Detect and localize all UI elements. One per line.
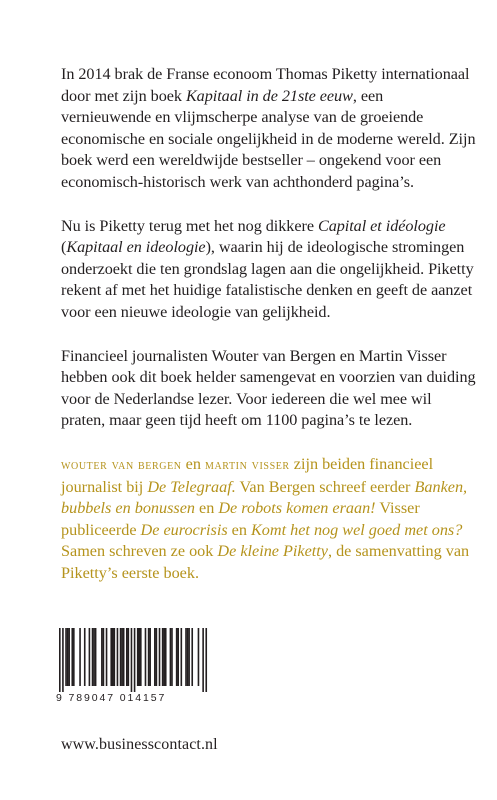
barcode-bar xyxy=(79,628,81,686)
barcode-bar xyxy=(93,628,95,686)
barcode-bar xyxy=(68,628,70,686)
barcode-bar xyxy=(114,628,116,686)
intro-text-a: In 2014 brak de Franse econoom Thomas Piketty internationaal door met zijn boek xyxy=(61,65,470,105)
barcode-bar xyxy=(103,628,105,686)
barcode-bar xyxy=(131,628,133,692)
barcode-bar xyxy=(163,628,165,686)
bio-text-a: zijn beiden financieel journalist bij xyxy=(61,454,434,496)
barcode-bars xyxy=(58,628,208,692)
barcode-bar xyxy=(198,628,200,686)
barcode-bar xyxy=(187,628,189,686)
book-title-kapitaal-ideologie: Kapitaal en ideologie xyxy=(66,238,206,257)
barcode-bar xyxy=(156,628,158,686)
bio-book-3: De eurocrisis xyxy=(140,520,228,539)
barcode-bar xyxy=(117,628,119,686)
barcode-bar xyxy=(171,628,173,686)
author-name-wouter: wouter van bergen xyxy=(61,456,182,473)
barcode-bar xyxy=(128,628,130,686)
barcode-bar xyxy=(137,628,139,686)
barcode-bar xyxy=(121,628,123,686)
barcode-bar xyxy=(123,628,125,686)
barcode-bar xyxy=(110,628,112,686)
barcode-bar xyxy=(185,628,187,686)
barcode-bar xyxy=(159,628,161,686)
barcode-bar xyxy=(145,628,147,686)
barcode-bar xyxy=(202,628,204,692)
barcode-bar xyxy=(165,628,167,686)
barcode-bar xyxy=(177,628,179,686)
barcode-bar xyxy=(112,628,114,686)
bio-book-5: De kleine Piketty xyxy=(217,542,328,561)
intro-text-b: , een vernieuwende en vlijmscherpe analyse van de groeiende economische en sociale ongelijkheid in de moderne wereld. Zijn boek werd een wereldwijde bestseller – ongekend voor een economisch-historisch werk van achthonderd pagina’s. xyxy=(61,86,476,191)
barcode-bar xyxy=(84,628,86,686)
barcode-bar xyxy=(73,628,75,686)
newspaper-title: De Telegraaf. xyxy=(147,477,236,496)
barcode-bar xyxy=(89,628,91,686)
bio-text-c: en xyxy=(194,499,219,518)
summary-paragraph: Financieel journalisten Wouter van Bergen en Martin Visser hebben ook dit boek helder samengevat en voorzien van duiding voor de Nederlandse lezer. Voor iedereen die wel mee wil praten, maar geen tijd heeft om 1100 pagina’s te lezen. xyxy=(61,346,476,430)
barcode-bar xyxy=(126,628,128,686)
publisher-url[interactable]: www.businesscontact.nl xyxy=(61,736,218,753)
barcode-bar xyxy=(67,628,69,686)
barcode-bar xyxy=(95,628,97,686)
bio-text-e: en xyxy=(227,520,251,539)
bio-text-b: Van Bergen schreef eerder xyxy=(235,477,415,496)
author-name-martin: martin visser xyxy=(204,456,290,473)
bio-book-2: De robots komen eraan! xyxy=(218,499,376,518)
barcode-bar xyxy=(138,628,140,686)
new-book-text-a: Nu is Piketty terug met het nog dikkere xyxy=(61,216,318,235)
new-book-paragraph xyxy=(61,216,477,324)
barcode-bar xyxy=(170,628,172,686)
barcode-bar xyxy=(106,628,108,686)
book-title-kapitaal-21ste-eeuw: Kapitaal in de 21ste eeuw xyxy=(185,86,353,105)
barcode-bar xyxy=(134,628,136,692)
bio-book-4: Komt het nog wel goed met ons? xyxy=(251,520,463,539)
barcode-bar xyxy=(149,628,151,686)
intro-paragraph xyxy=(61,64,477,194)
barcode-bar xyxy=(154,628,156,686)
barcode-bar xyxy=(120,628,122,686)
isbn-digits: 9 789047 014157 xyxy=(56,692,167,704)
barcode-bar xyxy=(140,628,142,686)
barcode-bar xyxy=(101,628,103,686)
barcode-bar xyxy=(188,628,190,686)
barcode-bar xyxy=(59,628,61,692)
book-title-capital-ideologie: Capital et idéologie xyxy=(317,216,446,235)
barcode-bar xyxy=(65,628,67,686)
new-book-text-b: ( xyxy=(61,238,67,257)
barcode-bar xyxy=(181,628,183,686)
barcode-bar xyxy=(205,628,207,692)
bio-book-1: Banken, bubbels en bonussen xyxy=(61,477,468,518)
barcode-bar xyxy=(92,628,94,686)
barcode-bar xyxy=(162,628,164,686)
author-bio xyxy=(61,454,477,585)
bio-text-f: Samen schreven ze ook xyxy=(61,542,218,561)
barcode-bar xyxy=(176,628,178,686)
back-cover-text xyxy=(61,64,477,601)
barcode-bar xyxy=(191,628,193,686)
bio-text-g: , de samenvatting van Piketty’s eerste boek. xyxy=(61,542,470,582)
new-book-text-c: ), waarin hij de ideologische stromingen onderzoekt die ten grondslag lagen aan die ongelijkheid. Piketty rekent af met het huidige fatalistische denken en geeft de aanzet voor een nieuwe ideologie van gelijkheid. xyxy=(61,238,474,321)
barcode-bar xyxy=(71,628,73,686)
bio-en-1: en xyxy=(181,454,205,473)
barcode-bar xyxy=(148,628,150,686)
bio-text-d: Visser publiceerde xyxy=(61,499,420,539)
barcode-bar xyxy=(62,628,64,692)
